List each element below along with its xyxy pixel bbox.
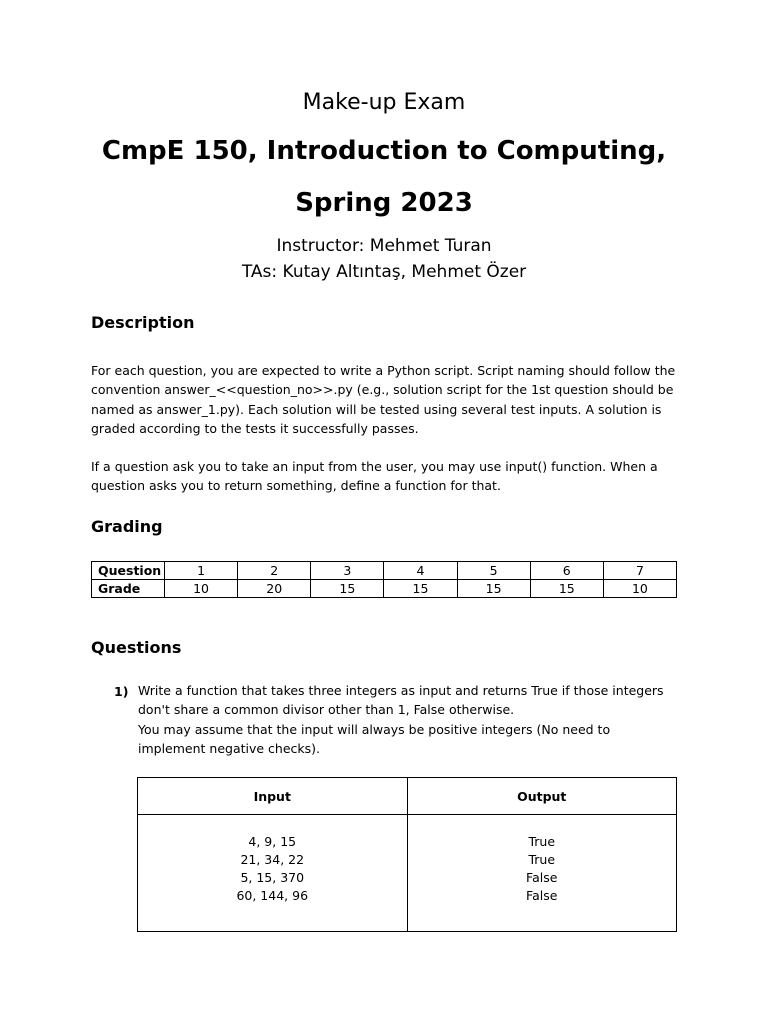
grade-cell: 15	[530, 580, 603, 598]
question-number-cell: 7	[603, 562, 676, 580]
grade-cell: 15	[384, 580, 457, 598]
table-row	[138, 778, 677, 815]
output-value: True	[528, 834, 556, 849]
grade-cell: 15	[457, 580, 530, 598]
description-paragraph-2	[91, 457, 691, 496]
questions-heading: Questions	[91, 638, 182, 657]
output-cell	[407, 815, 677, 932]
input-column-header: Input	[138, 778, 408, 815]
row-header-grade: Grade	[92, 580, 165, 598]
question-number-cell: 3	[311, 562, 384, 580]
input-value: 60, 144, 96	[236, 888, 309, 903]
question-number-cell: 2	[238, 562, 311, 580]
paragraph-line: If a question ask you to take an input from the user, you may use input() function. When a	[91, 459, 658, 474]
paragraph-line: question asks you to return something, define a function for that.	[91, 478, 501, 494]
paragraph-line: convention answer_<<question_no>>.py (e.g., solution script for the 1st question should be	[91, 382, 674, 398]
input-cell	[138, 815, 408, 932]
course-title: CmpE 150, Introduction to Computing,	[101, 136, 667, 166]
grading-table	[91, 561, 677, 598]
description-paragraph-1	[91, 361, 691, 439]
output-value: False	[526, 870, 558, 885]
row-header-question: Question	[92, 562, 165, 580]
question-line: You may assume that the input will always be positive integers (No need to	[138, 721, 611, 737]
table-row	[92, 562, 677, 580]
input-value: 5, 15, 370	[240, 870, 305, 885]
description-heading: Description	[91, 313, 195, 332]
paragraph-line: For each question, you are expected to write a Python script. Script naming should follow the	[91, 363, 676, 378]
output-value: False	[526, 888, 558, 903]
exam-subtitle: Make-up Exam	[302, 90, 466, 115]
grade-cell: 15	[311, 580, 384, 598]
grade-cell: 20	[238, 580, 311, 598]
tas-line: TAs: Kutay Altıntaş, Mehmet Özer	[241, 262, 527, 282]
question-1-io-table	[137, 777, 677, 932]
question-1-number: 1)	[114, 684, 129, 699]
input-value: 21, 34, 22	[240, 852, 305, 867]
table-row	[138, 815, 677, 932]
output-value: True	[528, 852, 556, 867]
question-line: implement negative checks).	[138, 741, 321, 757]
paragraph-line: graded according to the tests it successfully passes.	[91, 421, 419, 437]
question-1-text	[138, 681, 698, 759]
table-row	[92, 580, 677, 598]
question-number-cell: 1	[165, 562, 238, 580]
question-number-cell: 4	[384, 562, 457, 580]
grade-cell: 10	[603, 580, 676, 598]
instructor-line: Instructor: Mehmet Turan	[276, 236, 492, 256]
input-value: 4, 9, 15	[248, 834, 297, 849]
grade-cell: 10	[165, 580, 238, 598]
paragraph-line: named as answer_1.py). Each solution will be tested using several test inputs. A solution is	[91, 401, 662, 417]
term-title: Spring 2023	[295, 188, 473, 218]
grading-heading: Grading	[91, 517, 163, 536]
question-number-cell: 6	[530, 562, 603, 580]
question-line: Write a function that takes three integers as input and returns True if those integers	[138, 683, 664, 698]
question-line: don't share a common divisor other than 1, False otherwise.	[138, 702, 515, 718]
question-number-cell: 5	[457, 562, 530, 580]
output-column-header: Output	[407, 778, 677, 815]
